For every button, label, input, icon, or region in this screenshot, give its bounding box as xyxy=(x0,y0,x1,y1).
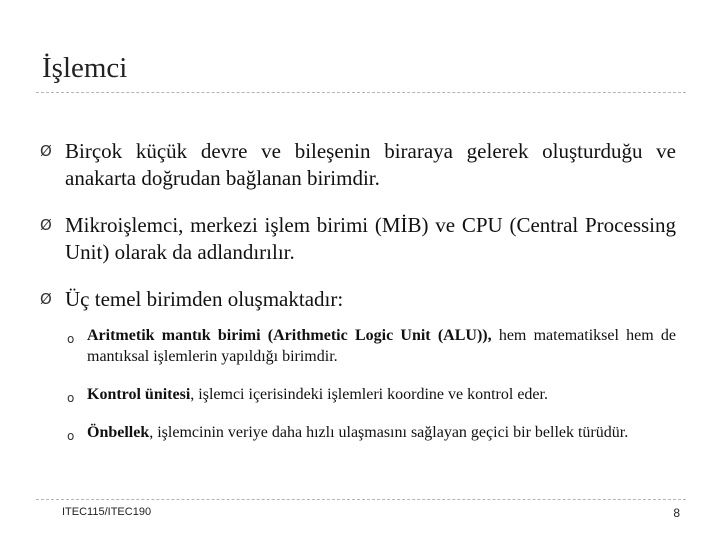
slide-title: İşlemci xyxy=(42,52,128,84)
sub-bullet-list xyxy=(61,325,676,443)
bullet-list xyxy=(40,138,676,463)
sub-bullet-term: Önbellek xyxy=(87,424,150,441)
sub-bullet-item xyxy=(61,422,676,443)
arrow-bullet-icon: Ø xyxy=(40,290,52,308)
sub-bullet-text: , işlemci içerisindeki işlemleri koordine ve kontrol eder. xyxy=(190,386,548,403)
arrow-bullet-icon: Ø xyxy=(40,142,52,160)
circle-bullet-icon: o xyxy=(67,429,75,443)
page-number: 8 xyxy=(673,506,680,520)
sub-bullet-term: Kontrol ünitesi xyxy=(87,386,191,403)
bullet-text: Birçok küçük devre ve bileşenin biraraya gelerek oluşturduğu ve anakarta doğrudan bağlanan birimdir. xyxy=(65,139,676,190)
arrow-bullet-icon: Ø xyxy=(40,216,52,234)
sub-bullet-item xyxy=(61,384,676,405)
title-divider xyxy=(36,92,686,93)
bullet-item xyxy=(40,286,676,443)
bullet-text: Mikroişlemci, merkezi işlem birimi (MİB) ve CPU (Central Processing Unit) olarak da adlandırılır. xyxy=(65,213,676,264)
footer-divider xyxy=(36,499,686,500)
footer-course-code: ITEC115/ITEC190 xyxy=(62,506,152,518)
bullet-item xyxy=(40,138,676,192)
bullet-item xyxy=(40,212,676,266)
sub-bullet-text: , işlemcinin veriye daha hızlı ulaşmasını sağlayan geçici bir bellek türüdür. xyxy=(149,424,629,441)
circle-bullet-icon: o xyxy=(67,391,75,405)
sub-bullet-item xyxy=(61,325,676,367)
bullet-text: Üç temel birimden oluşmaktadır: xyxy=(65,287,344,311)
sub-bullet-text: hem matematiksel hem de mantıksal işlemlerin yapıldığı birimdir. xyxy=(87,327,677,365)
circle-bullet-icon: o xyxy=(67,332,75,346)
sub-bullet-term: Aritmetik mantık birimi (Arithmetic Logic Unit (ALU)), xyxy=(87,327,492,344)
